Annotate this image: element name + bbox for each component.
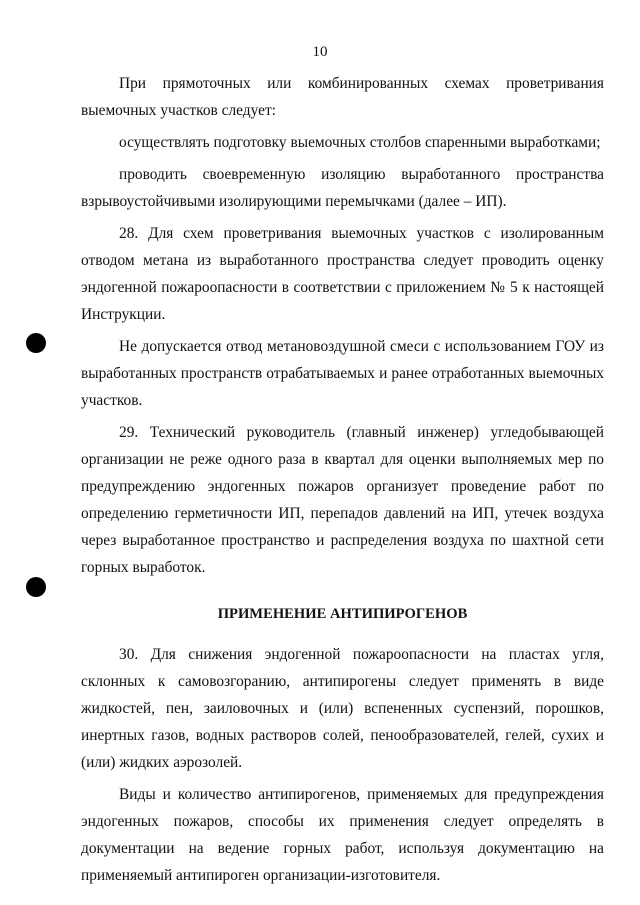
binding-hole-mark <box>26 333 46 353</box>
paragraph: При прямоточных или комбинированных схемах проветривания выемочных участков следует: <box>81 75 604 119</box>
paragraph: осуществлять подготовку выемочных столбов спаренными выработками; <box>119 134 601 151</box>
paragraph-item-28: 28. Для схем проветривания выемочных участков с изолированным отводом метана из выработанного пространства следует проводить оценку эндогенной пожароопасности в соответствии с приложением № 5 к настоящей Инструкции. <box>81 225 604 323</box>
paragraph: проводить своевременную изоляцию выработанного пространства взрывоустойчивыми изолирующими перемычками (далее – ИП). <box>81 166 604 210</box>
paragraph-item-29: 29. Технический руководитель (главный инженер) угледобывающей организации не реже одного раза в квартал для оценки выполняемых мер по предупреждению эндогенных пожаров организует проведение работ по определению герметичности ИП, перепадов давлений на ИП, утечек воздуха через выработанное пространство и распределения воздуха по шахтной сети горных выработок. <box>81 424 604 576</box>
binding-hole-mark <box>26 577 46 597</box>
paragraph: Не допускается отвод метановоздушной смеси с использованием ГОУ из выработанных пространств отрабатываемых и ранее отработанных выемочных участков. <box>81 338 604 409</box>
paragraph: Виды и количество антипирогенов, применяемых для предупреждения эндогенных пожаров, способы их применения следует определять в документации на ведение горных работ, используя документацию на применяемый антипироген организации-изготовителя. <box>81 786 604 884</box>
page-number: 10 <box>312 44 328 60</box>
paragraph-item-30: 30. Для снижения эндогенной пожароопасности на пластах угля, склонных к самовозгоранию, антипирогены следует применять в виде жидкостей, пен, заиловочных и (или) вспененных суспензий, порошков, инертных газов, водных растворов солей, пенообразователей, гелей, сухих и (или) жидких аэрозолей. <box>81 646 604 771</box>
section-heading: ПРИМЕНЕНИЕ АНТИПИРОГЕНОВ <box>217 606 468 622</box>
document-body <box>81 70 604 894</box>
